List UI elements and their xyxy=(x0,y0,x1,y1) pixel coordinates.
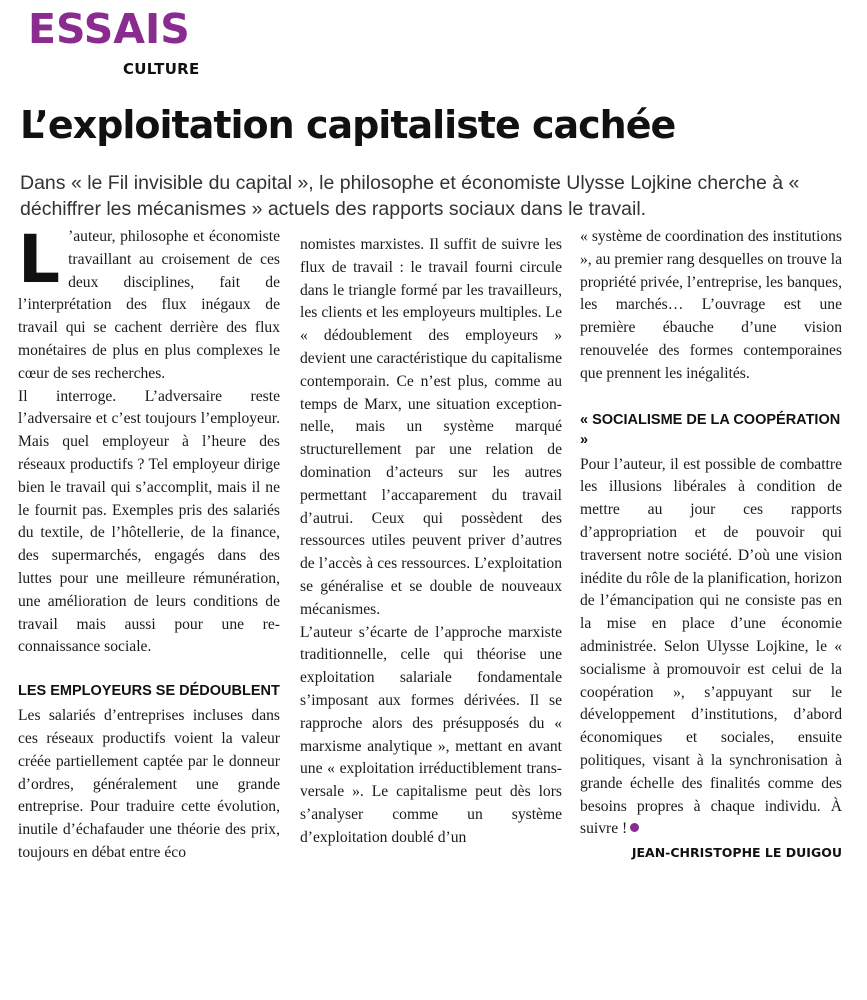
paragraph-3b: nomistes marxistes. Il suffit de suivre les flux de travail : le travail fourni circule dans le triangle formé par les travailleurs, les clients et les employeurs multiples. Le « dédoublement des employeurs » devient une caractéristique du capitalisme contemporain. Ce n’est plus, comme au temps de Marx, une situation exceptionnelle, mais un système marqué structurellement par une relation de domination d’acteurs sur les autres permettant l’accaparement du travail d’autrui. Ceux qui possèdent des ressources utiles peuvent priver d’autres de l’accès à ces ressources. L’exploitation se généralise et se double de nouveaux mécanismes. xyxy=(300,236,562,618)
paragraph-2: Il interroge. L’adversaire reste l’adversaire et c’est toujours l’employeur. Mais quel employeur à l’heure des réseaux productifs ? Tel employeur dirige bien le travail qui s’accomplit, mais il ne le fournit pas. Exemples pris des salariés du textile, de l’hôtellerie, de la finance, des supermarchés, engagés dans des luttes pour une meilleure rémunération, une amélioration de leurs conditions de travail mais aussi pour une reconnaissance sociale. xyxy=(18,387,280,656)
article-standfirst: Dans « le Fil invisible du capital », le philosophe et économiste Ulysse Lojkine cherche à « déchiffrer les mécanismes » actuels des rapports sociaux dans le travail. xyxy=(20,172,800,220)
paragraph-3a: Les salariés d’entreprises incluses dans ces réseaux productifs voient la valeur créée partiellement captée par le donneur d’ordres, généralement une grande entreprise. Pour traduire cette évolution, inutile d’échafauder une théorie des prix, toujours en débat entre éco xyxy=(18,707,280,861)
paragraph-4a: L’auteur s’écarte de l’approche marxiste traditionnelle, celle qui théorise une exploitation salariale fondamentale s’imposant aux formes dérivées. Il se rapproche alors des présupposés du « marxisme analytique », mettant en avant une « exploitation irréductiblement transversale ». Le capitalisme peut dès lors s’analyser comme un système d’exploitation doublé d’un xyxy=(300,623,562,846)
paragraph-5: Pour l’auteur, il est possible de combattre les illusions libérales à condition de mettre au jour ces rapports d’appropriation et de pouvoir qui traversent notre société. D’où une vision inédite du rôle de la planification, horizon de l’émancipation qui ne consiste pas en la mise en place d’une économie administrée. Selon Ulysse Lojkine, le « socialisme à promouvoir est celui de la coopération », s’appuyant sur le développement d’institutions, d’abord économiques et sociales, ensuite politiques, visant à la synchronisation à grande échelle des finalités comme des besoins propres à chaque individu. À suivre ! xyxy=(580,455,842,838)
paragraph-4b: « système de coordination des institutions », au premier rang desquelles on trouve la propriété privée, l’entreprise, les banques, les marchés… L’ouvrage est une première ébauche d’une vision renouvelée des formes contemporaines que prennent les inégalités. xyxy=(580,228,842,382)
paragraph-intro-text: ’auteur, philosophe et économiste travaillant au croisement de ces deux disciplines, fait de l’interprétation des flux inégaux de travail qui se cachent derrière des flux monétaires de plus en plus complexes le cœur de ses recherches. xyxy=(18,228,280,382)
article-column-1 xyxy=(18,221,280,865)
article-column-3 xyxy=(580,226,842,863)
subhead-socialisme: « SOCIALISME DE LA COOPÉRATION » xyxy=(580,411,841,448)
end-mark-icon xyxy=(630,823,639,832)
drop-cap: L xyxy=(18,221,61,298)
article-headline: L’exploitation capitaliste cachée xyxy=(20,103,676,147)
paragraph-intro xyxy=(18,221,280,386)
article-byline: JEAN-CHRISTOPHE LE DUIGOU xyxy=(631,845,842,861)
section-subrubric: CULTURE xyxy=(123,60,200,78)
section-rubric: ESSAIS xyxy=(28,5,190,53)
subhead-employeurs: LES EMPLOYEURS SE DÉDOUBLENT xyxy=(18,683,280,700)
article-column-2 xyxy=(300,234,562,850)
